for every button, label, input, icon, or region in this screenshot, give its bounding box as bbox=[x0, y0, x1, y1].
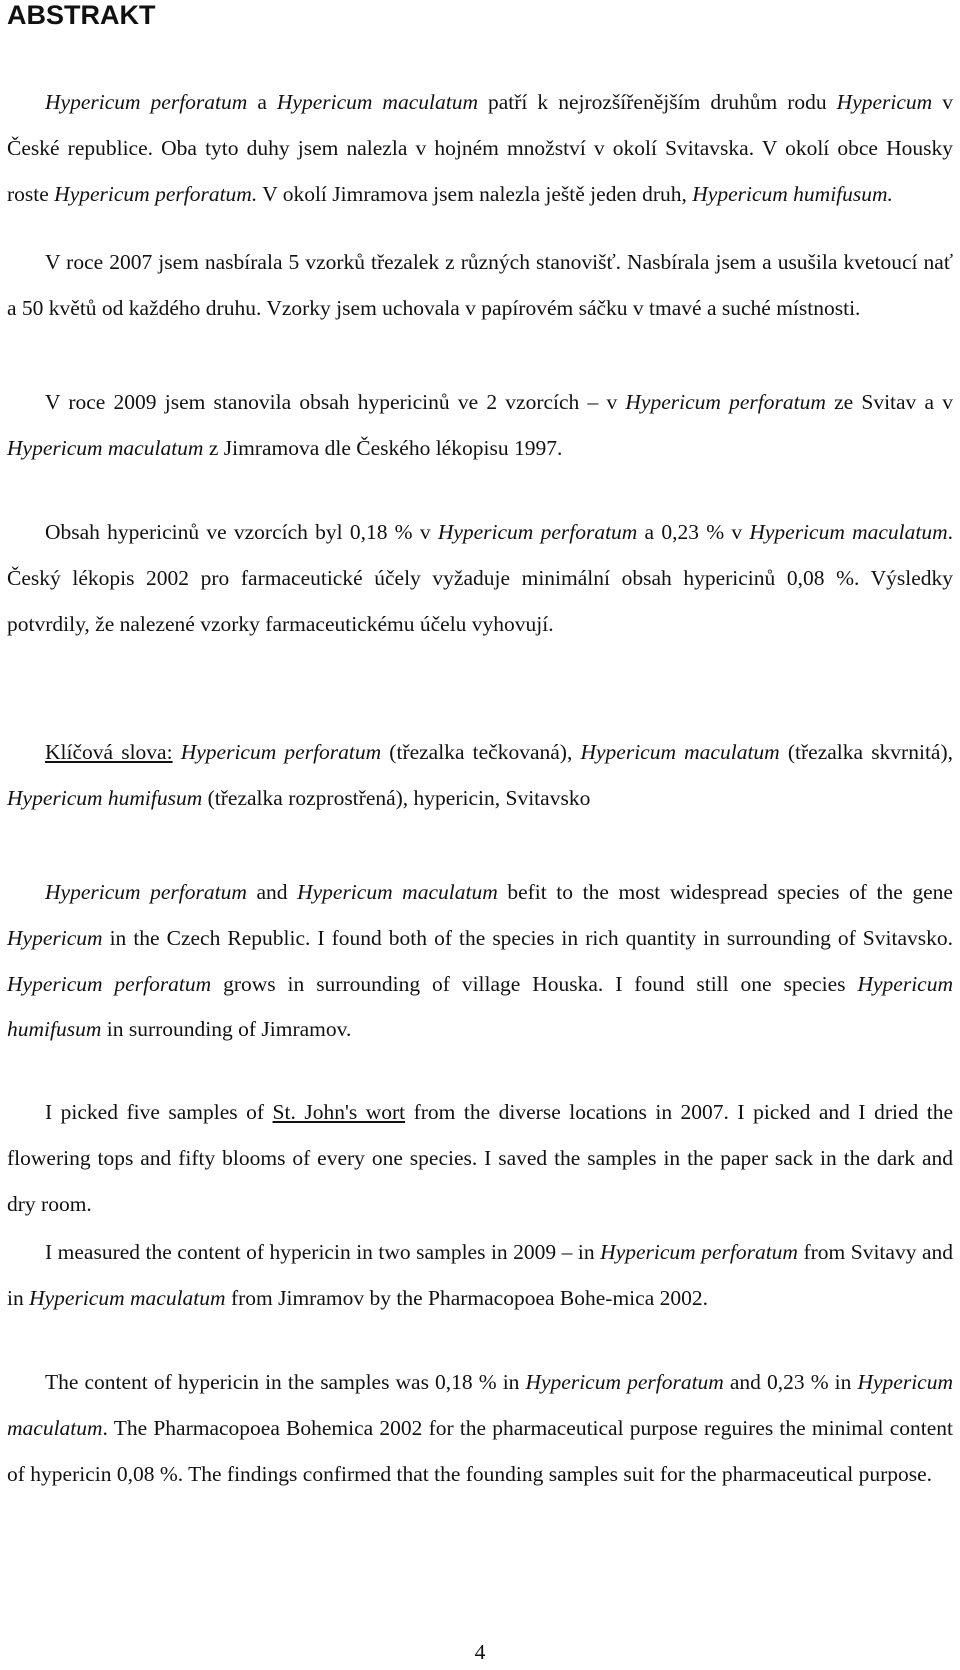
italic-term: Hypericum perforatum bbox=[525, 1370, 724, 1394]
text-run: and bbox=[246, 880, 298, 904]
abstract-paragraph-cz-3 bbox=[7, 380, 953, 472]
text-run: in the Czech Republic. I found both of the species in rich quantity in surrounding of Svitavsko. bbox=[102, 925, 953, 950]
text-run: . Český lékopis 2002 pro farmaceutické účely vyžaduje minimální obsah hypericinů 0,08 %. Výsledky potvrdily, že nalezené vzorky farmaceutickému účelu vyhovují. bbox=[7, 520, 953, 636]
italic-term: Hypericum perforatum bbox=[7, 971, 212, 996]
text-run: grows in surrounding of village Houska. I found still one species bbox=[211, 971, 858, 996]
text-run: V roce 2009 jsem stanovila obsah hypericinů ve 2 vzorcích – v bbox=[45, 390, 626, 414]
abstract-paragraph-en-2 bbox=[7, 1090, 953, 1227]
text-run: v České republice. Oba tyto duhy jsem nalezla v hojném množství v okolí Svitavska. V okolí obce Housky roste bbox=[7, 90, 953, 206]
italic-term: Hypericum maculatum bbox=[276, 90, 478, 114]
italic-term: Hypericum maculatum bbox=[297, 880, 498, 904]
text-run: (třezalka rozprostřená), hypericin, Svitavsko bbox=[202, 785, 591, 810]
text-run: The content of hypericin in the samples was 0,18 % in bbox=[45, 1370, 526, 1394]
text-run bbox=[173, 740, 181, 764]
page-number: 4 bbox=[474, 1640, 486, 1664]
text-run: ze Svitav a v bbox=[825, 390, 953, 414]
text-run: . The Pharmacopoea Bohemica 2002 for the pharmaceutical purpose reguires the minimal content of hypericin 0,08 %. The findings confirmed that the founding samples suit for the pharmaceutical purpose. bbox=[7, 1415, 953, 1486]
text-run: from the diverse locations in 2007. I picked and I dried the flowering tops and fifty blooms of every one species. I saved the samples in the paper sack in the dark and dry room. bbox=[7, 1100, 953, 1216]
text-run: (třezalka tečkovaná), bbox=[381, 740, 581, 764]
underlined-text: St. John's wort bbox=[272, 1100, 406, 1124]
abstract-paragraph-en-4 bbox=[7, 1360, 953, 1497]
italic-term: Hypericum perforatum bbox=[45, 90, 248, 114]
text-run: from Jimramov by the Pharmacopoea Bohe-mica 2002. bbox=[225, 1285, 708, 1310]
italic-term: Hypericum perforatum bbox=[45, 880, 247, 904]
italic-term: Hypericum maculatum bbox=[7, 435, 204, 460]
text-run: patří k nejrozšířenějším druhům rodu bbox=[477, 90, 837, 114]
italic-term: Hypericum perforatum bbox=[437, 520, 638, 544]
text-run: a 0,23 % v bbox=[637, 520, 750, 544]
abstract-paragraph-cz-4 bbox=[7, 510, 953, 647]
text-run: befit to the most widespread species of the gene bbox=[497, 880, 953, 904]
italic-term: Hypericum humifusum bbox=[7, 785, 203, 810]
italic-term: Hypericum maculatum bbox=[749, 520, 948, 544]
italic-term: Hypericum maculatum bbox=[29, 1285, 226, 1310]
text-run: V okolí Jimramova jsem nalezla ještě jeden druh, bbox=[257, 181, 693, 206]
italic-term: Hypericum perforatum. bbox=[54, 181, 258, 206]
italic-term: Hypericum perforatum bbox=[180, 740, 382, 764]
text-run: and 0,23 % in bbox=[723, 1370, 858, 1394]
text-run: z Jimramova dle Českého lékopisu 1997. bbox=[203, 435, 563, 460]
text-run: from Svitavy and in bbox=[7, 1240, 953, 1310]
abstract-paragraph-en-3 bbox=[7, 1230, 953, 1322]
italic-term: Hypericum maculatum bbox=[580, 740, 780, 764]
text-run: Obsah hypericinů ve vzorcích byl 0,18 % v bbox=[45, 520, 438, 544]
keywords-paragraph bbox=[7, 730, 953, 822]
text-run: in surrounding of Jimramov. bbox=[101, 1017, 352, 1042]
abstract-paragraph-cz-1 bbox=[7, 80, 953, 217]
text-run: a bbox=[247, 90, 277, 114]
italic-term: Hypericum bbox=[836, 90, 933, 114]
abstract-paragraph-cz-2 bbox=[7, 240, 953, 332]
italic-term: Hypericum humifusum. bbox=[692, 181, 893, 206]
italic-term: Hypericum perforatum bbox=[625, 390, 826, 414]
underlined-text: Klíčová slova: bbox=[45, 740, 173, 764]
italic-term: Hypericum bbox=[7, 925, 103, 950]
text-run: (třezalka skvrnitá), bbox=[779, 740, 953, 764]
text-run: V roce 2007 jsem nasbírala 5 vzorků třezalek z různých stanovišť. Nasbírala jsem a usušila kvetoucí nať a 50 květů od každého druhu. Vzorky jsem uchovala v papírovém sáčku v tmavé a suché místnosti. bbox=[7, 250, 953, 320]
abstract-paragraph-en-1 bbox=[7, 870, 953, 1053]
italic-term: Hypericum perforatum bbox=[600, 1240, 798, 1264]
text-run: I measured the content of hypericin in two samples in 2009 – in bbox=[45, 1240, 601, 1264]
italic-term: Hypericum humifusum bbox=[7, 971, 953, 1042]
text-run: I picked five samples of bbox=[45, 1100, 273, 1124]
abstract-heading: ABSTRAKT bbox=[7, 0, 156, 30]
italic-term: Hypericum maculatum bbox=[7, 1370, 953, 1440]
